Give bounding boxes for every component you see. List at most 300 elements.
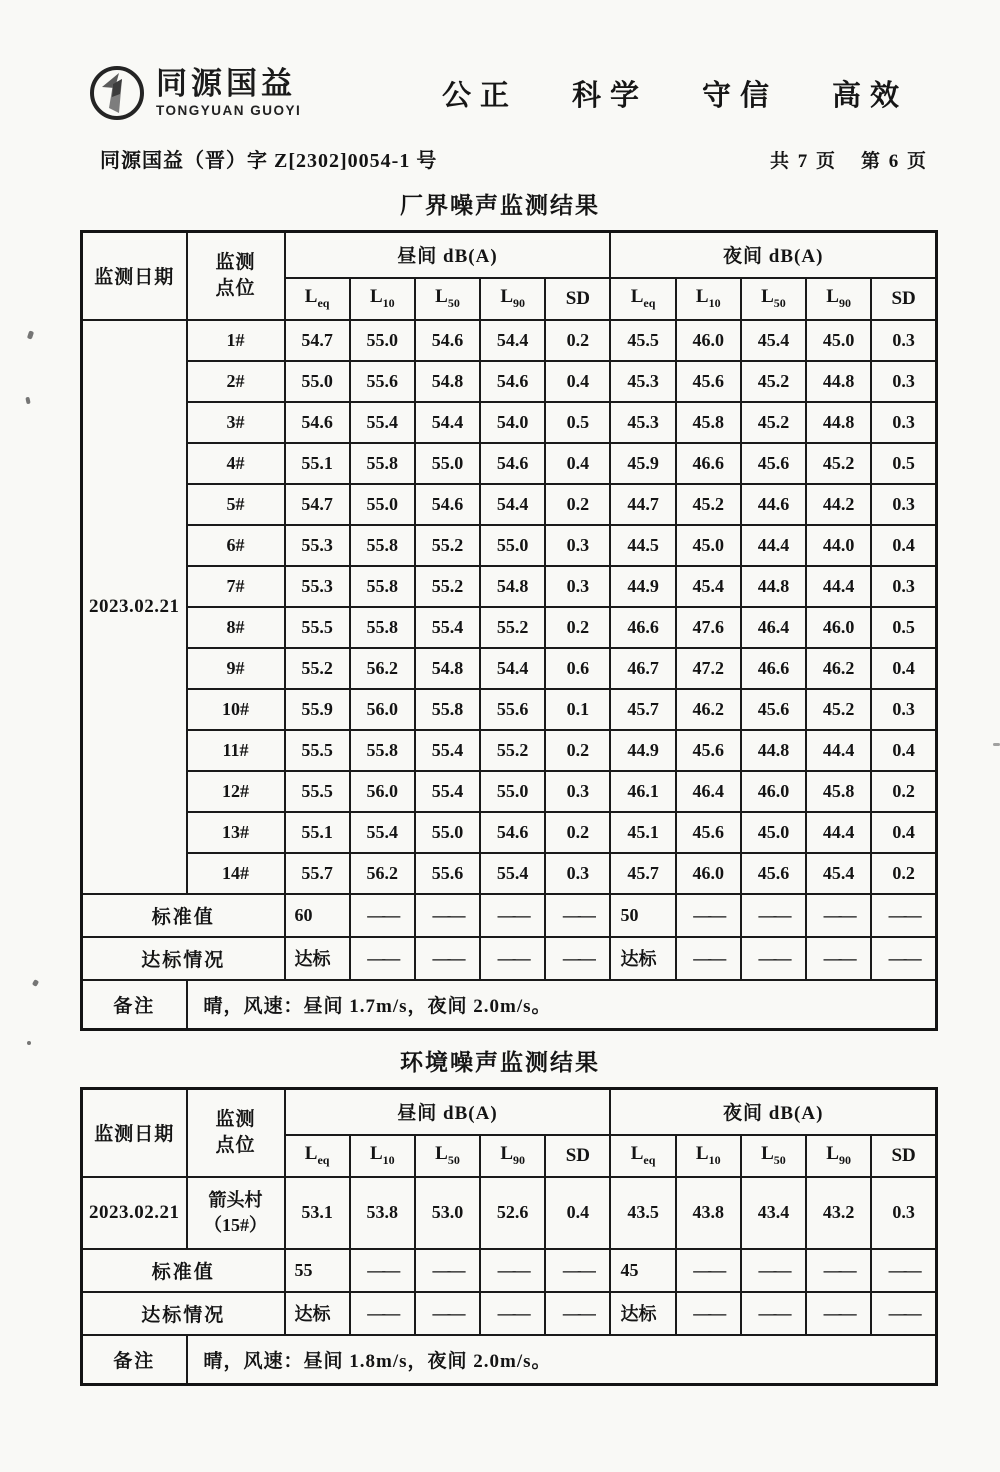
value-cell: 0.3 [871, 689, 936, 730]
value-cell: 44.4 [806, 812, 871, 853]
col-header-l50 [741, 1135, 806, 1177]
standard-night-value: 50 [610, 894, 675, 937]
value-cell: 45.3 [610, 402, 675, 443]
dash-cell: —— [871, 894, 936, 937]
metric-label: L [369, 286, 383, 308]
metric-sub: 50 [447, 295, 460, 310]
value-cell: 54.8 [480, 566, 545, 607]
value-cell: 44.8 [806, 361, 871, 402]
metric-label: L [826, 286, 839, 308]
col-header-sd [871, 1135, 936, 1177]
value-cell: 0.3 [545, 566, 610, 607]
value-cell: 0.3 [871, 566, 936, 607]
header-row-groups [82, 1089, 937, 1135]
dash-cell: —— [676, 1292, 741, 1335]
col-header-point-line1: 监测 [215, 252, 256, 274]
value-cell: 0.3 [545, 771, 610, 812]
metric-label: L [826, 1143, 839, 1165]
standard-row [82, 894, 937, 937]
slogan [442, 73, 908, 114]
value-cell: 46.0 [676, 320, 741, 361]
value-cell: 46.6 [610, 607, 675, 648]
metric-label: L [435, 286, 448, 308]
value-cell: 45.6 [741, 443, 806, 484]
dash-cell: —— [415, 1292, 480, 1335]
point-number: （15#） [204, 1214, 267, 1235]
table1-title: 厂界噪声监测结果 [400, 193, 600, 218]
value-cell: 0.3 [871, 320, 936, 361]
value-cell: 44.5 [610, 525, 675, 566]
table-row [82, 361, 937, 402]
value-cell: 55.6 [415, 853, 480, 894]
compliance-day-value: 达标 [285, 1292, 350, 1335]
value-cell: 45.2 [741, 361, 806, 402]
value-cell: 46.4 [741, 607, 806, 648]
dash-cell: —— [350, 1249, 415, 1292]
value-cell: 55.0 [350, 484, 415, 525]
col-header-l90 [480, 278, 545, 320]
value-cell: 55.1 [285, 443, 350, 484]
value-cell: 45.8 [676, 402, 741, 443]
metric-sub: 10 [382, 1152, 395, 1167]
metric-sub: 10 [708, 1152, 721, 1167]
logo-name-en: TONGYUAN GUOYI [156, 102, 302, 118]
point-cell: 11# [187, 730, 285, 771]
col-header-l90 [480, 1135, 545, 1177]
table-row [82, 484, 937, 525]
value-cell: 45.2 [741, 402, 806, 443]
value-cell: 54.0 [480, 402, 545, 443]
value-cell: 46.2 [676, 689, 741, 730]
remark-text: 晴，风速：昼间 1.7m/s，夜间 2.0m/s。 [187, 980, 937, 1030]
page-indicator [770, 146, 928, 173]
value-cell: 43.5 [610, 1177, 675, 1249]
value-cell: 55.8 [415, 689, 480, 730]
value-cell: 55.0 [415, 443, 480, 484]
dash-cell: —— [415, 894, 480, 937]
value-cell: 0.4 [545, 443, 610, 484]
table-row [82, 853, 937, 894]
remark-row [82, 1335, 937, 1385]
table-row [82, 525, 937, 566]
dash-cell: —— [350, 1292, 415, 1335]
value-cell: 54.8 [415, 648, 480, 689]
table-row [82, 771, 937, 812]
col-header-l10 [350, 278, 415, 320]
value-cell: 45.7 [610, 689, 675, 730]
dash-cell: —— [741, 894, 806, 937]
metric-label: SD [891, 1144, 916, 1166]
value-cell: 0.2 [545, 484, 610, 525]
slogan-word: 公正 [442, 79, 519, 112]
doc-line [100, 144, 928, 173]
value-cell: 0.3 [545, 525, 610, 566]
value-cell: 44.8 [806, 402, 871, 443]
point-cell: 8# [187, 607, 285, 648]
value-cell: 54.4 [480, 320, 545, 361]
dash-cell: —— [806, 1292, 871, 1335]
value-cell: 45.0 [806, 320, 871, 361]
value-cell: 45.4 [806, 853, 871, 894]
dash-cell: —— [480, 1292, 545, 1335]
value-cell: 55.6 [350, 361, 415, 402]
value-cell: 47.2 [676, 648, 741, 689]
compliance-row [82, 1292, 937, 1335]
value-cell: 45.6 [676, 730, 741, 771]
value-cell: 55.4 [350, 402, 415, 443]
standard-day-value: 60 [285, 894, 350, 937]
value-cell: 44.9 [610, 566, 675, 607]
dash-cell: —— [480, 1249, 545, 1292]
value-cell: 55.3 [285, 525, 350, 566]
value-cell: 44.8 [741, 566, 806, 607]
metric-sub: 90 [513, 295, 525, 310]
metric-label: L [761, 1143, 774, 1165]
point-cell: 4# [187, 443, 285, 484]
metric-label: SD [565, 287, 590, 309]
value-cell: 55.4 [350, 812, 415, 853]
logo-name-cn: 同源国益 [156, 66, 296, 102]
value-cell: 44.4 [806, 730, 871, 771]
metric-sub: eq [643, 295, 656, 310]
value-cell: 55.3 [285, 566, 350, 607]
value-cell: 55.2 [480, 730, 545, 771]
scan-speck [27, 1041, 31, 1045]
dash-cell: —— [741, 1249, 806, 1292]
value-cell: 43.2 [806, 1177, 871, 1249]
value-cell: 56.2 [350, 853, 415, 894]
value-cell: 45.8 [806, 771, 871, 812]
metric-label: L [304, 286, 318, 308]
logo-text [156, 68, 301, 118]
col-header-point [187, 1089, 285, 1177]
remark-row [82, 980, 937, 1030]
value-cell: 55.4 [415, 771, 480, 812]
value-cell: 55.5 [285, 730, 350, 771]
value-cell: 45.6 [741, 689, 806, 730]
value-cell: 45.6 [676, 361, 741, 402]
table-row [82, 566, 937, 607]
metric-label: L [435, 1143, 448, 1165]
value-cell: 54.4 [415, 402, 480, 443]
document-number: 同源国益（晋）字 Z[2302]0054-1 号 [100, 150, 438, 172]
value-cell: 0.4 [871, 730, 936, 771]
value-cell: 44.8 [741, 730, 806, 771]
value-cell: 0.3 [871, 402, 936, 443]
company-logo [88, 64, 380, 122]
dash-cell: —— [545, 1292, 610, 1335]
col-header-sd [871, 278, 936, 320]
value-cell: 55.5 [285, 607, 350, 648]
value-cell: 54.6 [285, 402, 350, 443]
dash-cell: —— [741, 937, 806, 980]
value-cell: 55.8 [350, 443, 415, 484]
col-header-point-line2: 点位 [215, 1134, 256, 1156]
metric-sub: 50 [773, 295, 786, 310]
col-header-l10 [676, 1135, 741, 1177]
value-cell: 0.3 [871, 361, 936, 402]
table-row [82, 812, 937, 853]
value-cell: 55.0 [480, 525, 545, 566]
value-cell: 53.1 [285, 1177, 350, 1249]
table-row [82, 320, 937, 361]
col-header-day: 昼间 dB(A) [285, 232, 611, 278]
value-cell: 0.5 [871, 607, 936, 648]
scan-speck [27, 330, 34, 339]
remark-label: 备注 [82, 980, 187, 1030]
value-cell: 44.7 [610, 484, 675, 525]
value-cell: 0.2 [545, 607, 610, 648]
value-cell: 55.2 [415, 566, 480, 607]
value-cell: 55.9 [285, 689, 350, 730]
value-cell: 0.2 [545, 730, 610, 771]
col-header-night: 夜间 dB(A) [610, 1089, 936, 1135]
value-cell: 0.2 [545, 812, 610, 853]
value-cell: 55.4 [480, 853, 545, 894]
header-row-groups [82, 232, 937, 278]
value-cell: 55.2 [480, 607, 545, 648]
metric-label: L [630, 286, 644, 308]
value-cell: 46.2 [806, 648, 871, 689]
value-cell: 55.0 [480, 771, 545, 812]
dash-cell: —— [545, 894, 610, 937]
value-cell: 54.4 [480, 648, 545, 689]
value-cell: 46.7 [610, 648, 675, 689]
value-cell: 44.4 [806, 566, 871, 607]
value-cell: 0.3 [871, 484, 936, 525]
value-cell: 53.8 [350, 1177, 415, 1249]
col-header-l50 [741, 278, 806, 320]
point-cell: 10# [187, 689, 285, 730]
value-cell: 54.6 [480, 812, 545, 853]
value-cell: 0.4 [545, 361, 610, 402]
value-cell: 56.0 [350, 771, 415, 812]
value-cell: 46.0 [741, 771, 806, 812]
point-cell: 3# [187, 402, 285, 443]
value-cell: 53.0 [415, 1177, 480, 1249]
value-cell: 46.6 [676, 443, 741, 484]
metric-label: L [304, 1143, 318, 1165]
letterhead [0, 0, 1000, 122]
value-cell: 45.4 [676, 566, 741, 607]
value-cell: 0.5 [545, 402, 610, 443]
dash-cell: —— [480, 937, 545, 980]
table-row [82, 648, 937, 689]
slogan-word: 守信 [702, 79, 779, 112]
value-cell: 44.9 [610, 730, 675, 771]
col-header-l50 [415, 278, 480, 320]
metric-label: L [630, 1143, 644, 1165]
scan-speck [993, 743, 1000, 746]
compliance-label: 达标情况 [82, 1292, 285, 1335]
dash-cell: —— [871, 1249, 936, 1292]
value-cell: 45.5 [610, 320, 675, 361]
value-cell: 46.4 [676, 771, 741, 812]
dash-cell: —— [350, 894, 415, 937]
col-header-sd [545, 1135, 610, 1177]
point-cell: 13# [187, 812, 285, 853]
col-header-leq [285, 1135, 350, 1177]
value-cell: 45.0 [741, 812, 806, 853]
table-row [82, 689, 937, 730]
point-cell: 6# [187, 525, 285, 566]
value-cell: 45.2 [676, 484, 741, 525]
scan-speck [25, 397, 30, 405]
value-cell: 54.6 [480, 361, 545, 402]
value-cell: 45.3 [610, 361, 675, 402]
ambient-noise-table [80, 1087, 938, 1386]
value-cell: 0.6 [545, 648, 610, 689]
dash-cell: —— [350, 937, 415, 980]
point-cell: 2# [187, 361, 285, 402]
scan-speck [32, 979, 39, 987]
value-cell: 45.1 [610, 812, 675, 853]
value-cell: 46.0 [806, 607, 871, 648]
value-cell: 43.4 [741, 1177, 806, 1249]
dash-cell: —— [806, 937, 871, 980]
value-cell: 55.8 [350, 525, 415, 566]
value-cell: 45.6 [676, 812, 741, 853]
compliance-day-value: 达标 [285, 937, 350, 980]
standard-label: 标准值 [82, 894, 285, 937]
value-cell: 0.4 [871, 812, 936, 853]
col-header-leq [610, 1135, 675, 1177]
value-cell: 0.2 [871, 853, 936, 894]
value-cell: 45.4 [741, 320, 806, 361]
value-cell: 55.8 [350, 730, 415, 771]
value-cell: 55.8 [350, 607, 415, 648]
metric-sub: 50 [773, 1152, 786, 1167]
value-cell: 55.0 [350, 320, 415, 361]
compliance-label: 达标情况 [82, 937, 285, 980]
logo-icon [88, 64, 146, 122]
value-cell: 55.5 [285, 771, 350, 812]
col-header-point-line1: 监测 [215, 1109, 256, 1131]
col-header-l90 [806, 1135, 871, 1177]
value-cell: 47.6 [676, 607, 741, 648]
value-cell: 54.6 [415, 484, 480, 525]
value-cell: 44.4 [741, 525, 806, 566]
table-row [82, 1177, 937, 1249]
metric-sub: 10 [382, 295, 395, 310]
value-cell: 45.7 [610, 853, 675, 894]
dash-cell: —— [480, 894, 545, 937]
value-cell: 55.4 [415, 730, 480, 771]
table-row [82, 402, 937, 443]
point-cell: 9# [187, 648, 285, 689]
col-header-leq [285, 278, 350, 320]
compliance-night-value: 达标 [610, 1292, 675, 1335]
slogan-word: 科学 [572, 79, 649, 112]
value-cell: 45.2 [806, 443, 871, 484]
value-cell: 54.6 [415, 320, 480, 361]
value-cell: 55.2 [415, 525, 480, 566]
value-cell: 55.0 [285, 361, 350, 402]
slogan-word: 高效 [832, 79, 909, 112]
value-cell: 46.1 [610, 771, 675, 812]
value-cell: 44.0 [806, 525, 871, 566]
value-cell: 0.4 [545, 1177, 610, 1249]
value-cell: 44.6 [741, 484, 806, 525]
dash-cell: —— [806, 1249, 871, 1292]
point-name: 箭头村 [208, 1190, 263, 1211]
value-cell: 46.0 [676, 853, 741, 894]
dash-cell: —— [806, 894, 871, 937]
value-cell: 45.9 [610, 443, 675, 484]
point-cell: 14# [187, 853, 285, 894]
value-cell: 56.0 [350, 689, 415, 730]
dash-cell: —— [676, 937, 741, 980]
table-row [82, 730, 937, 771]
col-header-l10 [350, 1135, 415, 1177]
value-cell: 43.8 [676, 1177, 741, 1249]
standard-row [82, 1249, 937, 1292]
metric-label: L [695, 1143, 709, 1165]
col-header-leq [610, 278, 675, 320]
metric-label: L [695, 286, 709, 308]
standard-day-value: 55 [285, 1249, 350, 1292]
metric-sub: 90 [838, 295, 851, 310]
factory-noise-table [80, 230, 938, 1031]
page-current: 第 6 页 [860, 151, 928, 172]
value-cell: 55.2 [285, 648, 350, 689]
value-cell: 55.8 [350, 566, 415, 607]
value-cell: 55.7 [285, 853, 350, 894]
dash-cell: —— [871, 1292, 936, 1335]
point-cell: 5# [187, 484, 285, 525]
col-header-sd [545, 278, 610, 320]
value-cell: 46.6 [741, 648, 806, 689]
value-cell: 0.3 [545, 853, 610, 894]
dash-cell: —— [545, 937, 610, 980]
col-header-night: 夜间 dB(A) [610, 232, 936, 278]
dash-cell: —— [545, 1249, 610, 1292]
point-cell [187, 1177, 285, 1249]
value-cell: 55.1 [285, 812, 350, 853]
col-header-date: 监测日期 [82, 232, 187, 320]
value-cell: 0.5 [871, 443, 936, 484]
value-cell: 56.2 [350, 648, 415, 689]
metric-sub: 90 [838, 1152, 851, 1167]
dash-cell: —— [676, 894, 741, 937]
compliance-row [82, 937, 937, 980]
remark-text: 晴，风速：昼间 1.8m/s，夜间 2.0m/s。 [187, 1335, 937, 1385]
value-cell: 55.6 [480, 689, 545, 730]
value-cell: 44.2 [806, 484, 871, 525]
value-cell: 0.3 [871, 1177, 936, 1249]
metric-sub: eq [317, 1152, 330, 1167]
standard-night-value: 45 [610, 1249, 675, 1292]
metric-label: L [500, 286, 513, 308]
remark-label: 备注 [82, 1335, 187, 1385]
value-cell: 0.1 [545, 689, 610, 730]
metric-label: L [761, 286, 774, 308]
dash-cell: —— [741, 1292, 806, 1335]
metric-sub: 10 [708, 295, 721, 310]
value-cell: 54.4 [480, 484, 545, 525]
col-header-date: 监测日期 [82, 1089, 187, 1177]
dash-cell: —— [415, 937, 480, 980]
col-header-l50 [415, 1135, 480, 1177]
value-cell: 45.0 [676, 525, 741, 566]
value-cell: 0.4 [871, 525, 936, 566]
date-cell: 2023.02.21 [82, 320, 187, 894]
value-cell: 0.2 [545, 320, 610, 361]
point-cell: 1# [187, 320, 285, 361]
point-cell: 7# [187, 566, 285, 607]
value-cell: 45.6 [741, 853, 806, 894]
value-cell: 52.6 [480, 1177, 545, 1249]
